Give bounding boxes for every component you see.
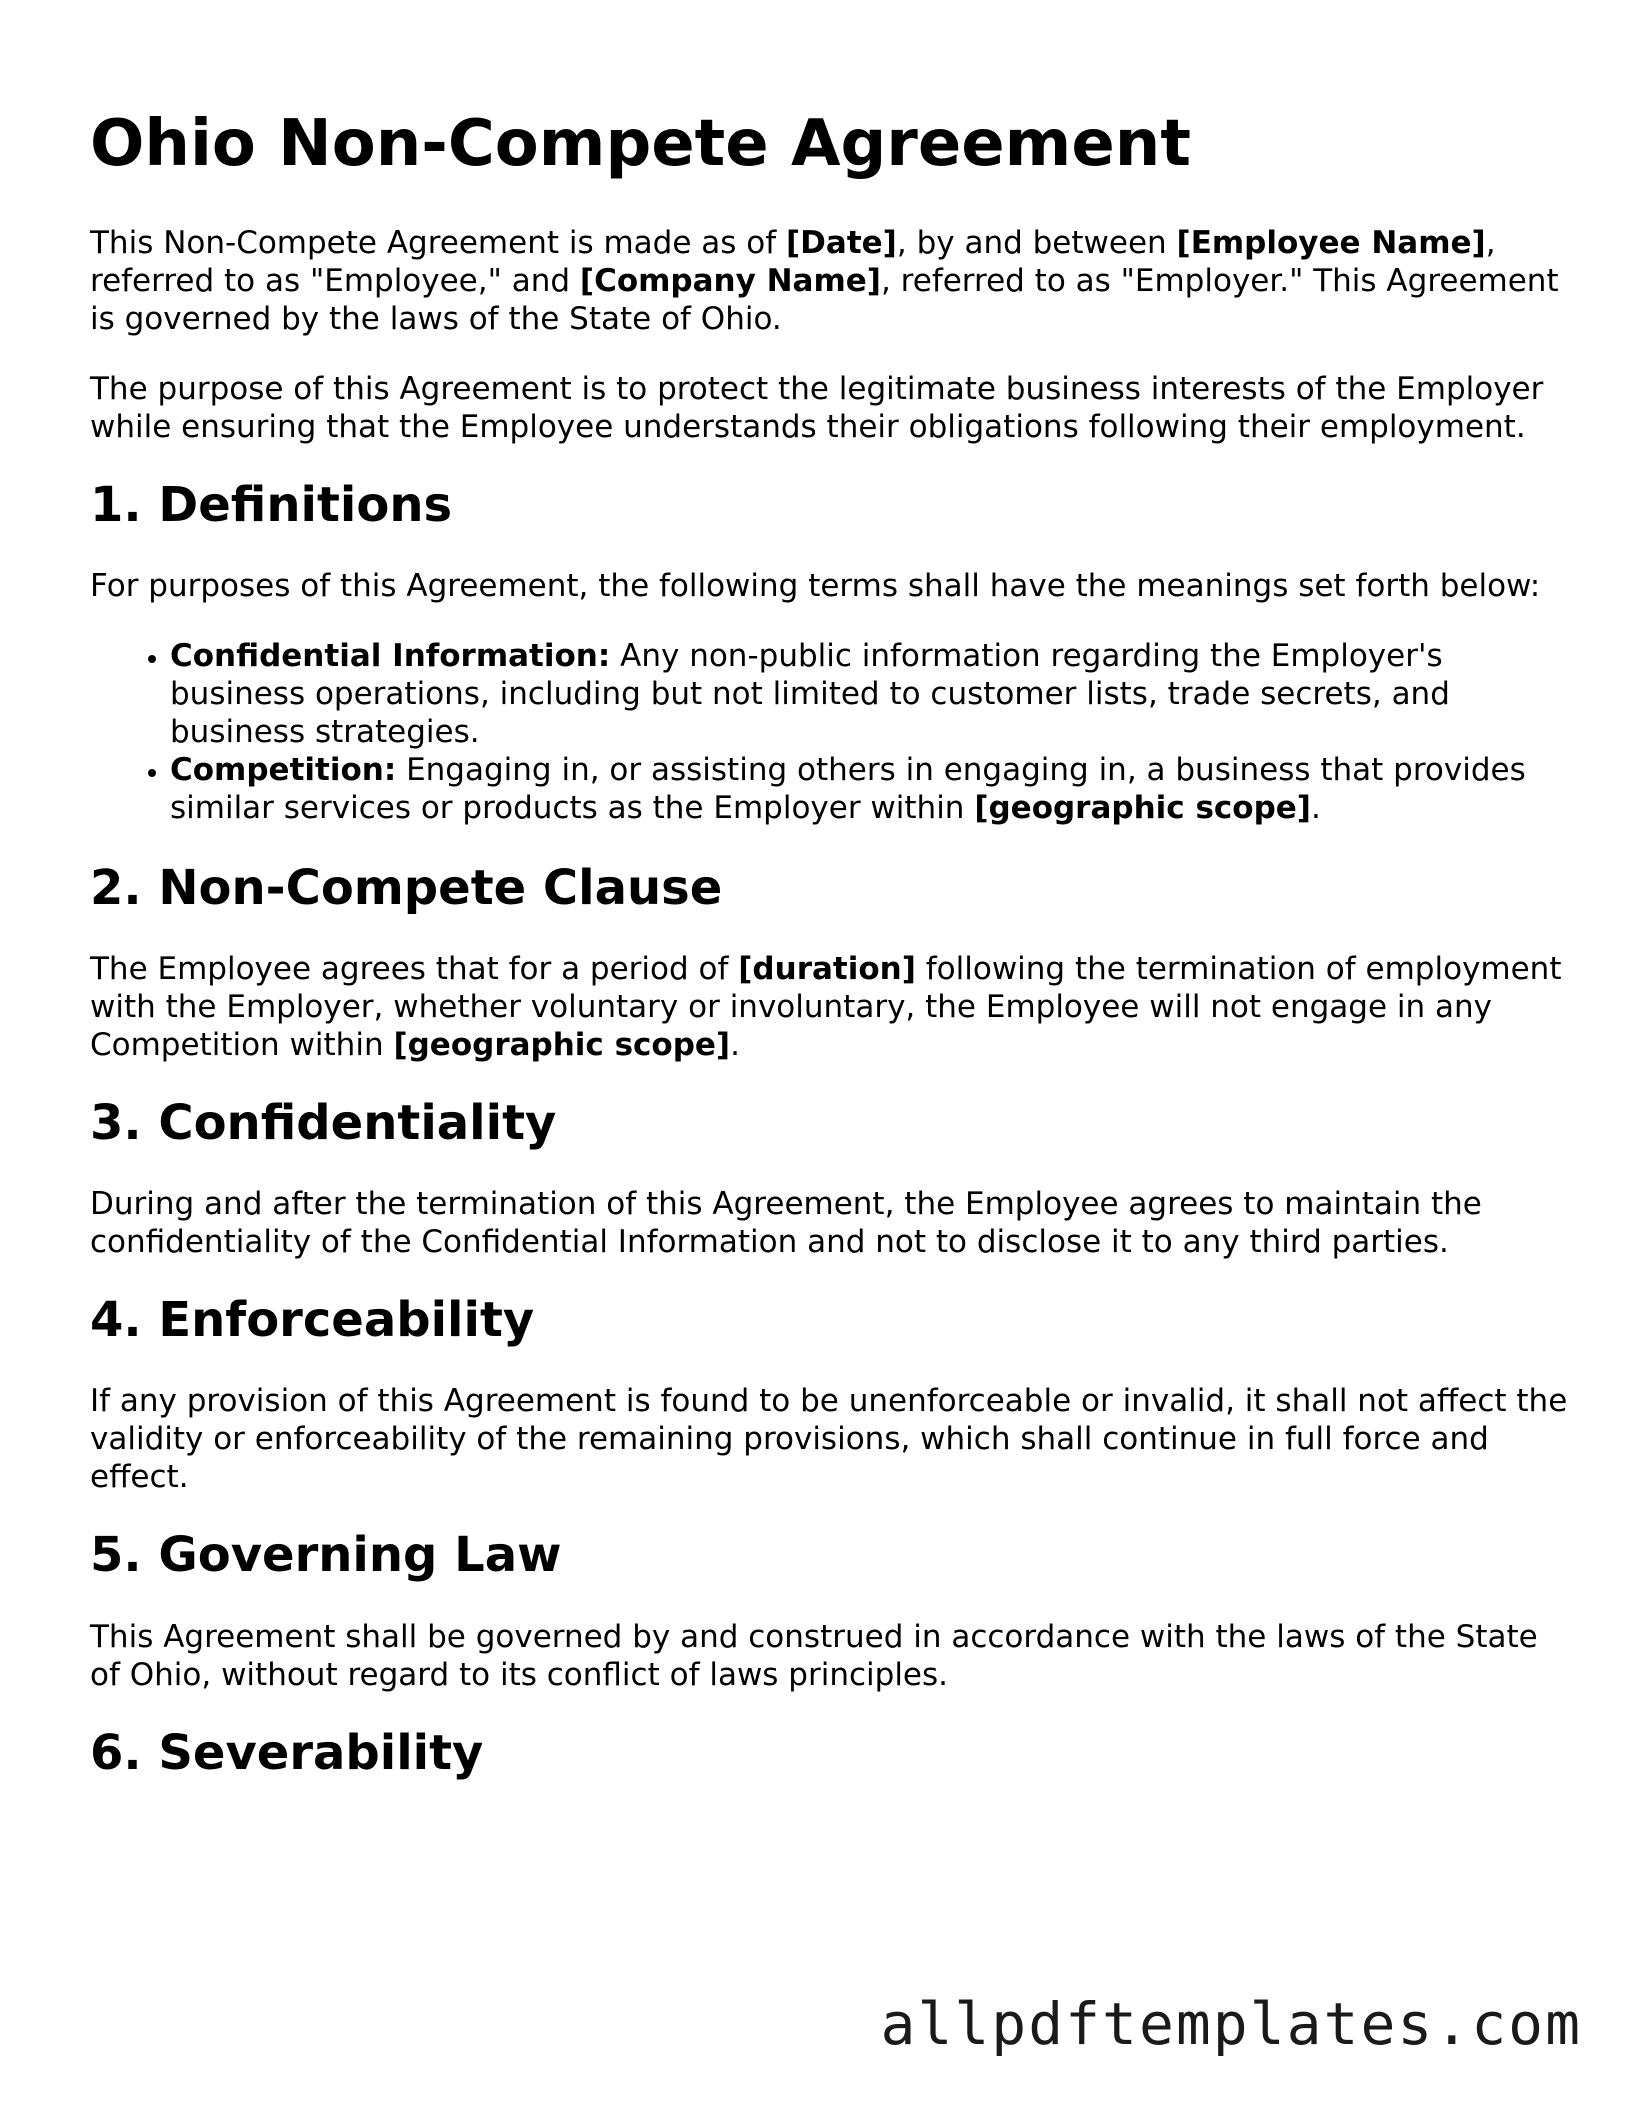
- geographic-scope-placeholder: [geographic scope]: [974, 789, 1311, 826]
- list-item: [170, 637, 1570, 751]
- section-heading-confidentiality: 3. Confidentiality: [90, 1094, 557, 1151]
- company-name-placeholder: [Company Name]: [579, 262, 881, 299]
- intro-text-3: , referred to as "Employee," and: [90, 224, 1496, 299]
- section-heading-severability: 6. Severability: [90, 1724, 484, 1781]
- definition-text: Engaging in, or assisting others in engaging in, a business that provides similar services or products as the Employer within: [170, 751, 1526, 826]
- section-heading-noncompete: 2. Non-Compete Clause: [90, 859, 723, 916]
- date-placeholder: [Date]: [786, 224, 897, 261]
- definition-term: Competition:: [170, 751, 397, 788]
- purpose-paragraph: The purpose of this Agreement is to protect the legitimate business interests of the Employer while ensuring that the Employee understands their obligations following their employment.: [90, 370, 1544, 445]
- definitions-intro: For purposes of this Agreement, the following terms shall have the meanings set forth below:: [90, 567, 1541, 604]
- definition-end: .: [1310, 789, 1321, 826]
- enforceability-paragraph: If any provision of this Agreement is found to be unenforceable or invalid, it shall not affect the validity or enforceability of the remaining provisions, which shall continue in full force and effect.: [90, 1383, 1568, 1496]
- document-title: Ohio Non-Compete Agreement: [90, 107, 1191, 181]
- watermark: allpdftemplates.com: [880, 1990, 1582, 2058]
- definitions-list: [90, 637, 1570, 827]
- section-heading-governing-law: 5. Governing Law: [90, 1527, 562, 1584]
- definition-term: Confidential Information:: [170, 637, 611, 674]
- noncompete-text-1: The Employee agrees that for a period of: [90, 950, 739, 987]
- duration-placeholder: [duration]: [738, 950, 916, 987]
- list-item: [170, 751, 1570, 827]
- section-heading-enforceability: 4. Enforceability: [90, 1292, 535, 1349]
- section-heading-definitions: 1. Definitions: [90, 476, 453, 533]
- governing-law-paragraph: This Agreement shall be governed by and construed in accordance with the laws of the State of Ohio, without regard to its conflict of laws principles.: [90, 1618, 1538, 1693]
- definition-text: Any non-public information regarding the Employer's business operations, including but not limited to customer lists, trade secrets, and business strategies.: [170, 637, 1450, 750]
- noncompete-end: .: [730, 1026, 740, 1063]
- intro-paragraph: [90, 224, 1570, 338]
- intro-text-1: This Non-Compete Agreement is made as of: [90, 224, 787, 261]
- noncompete-text-2: following the termination of employment with the Employer, whether voluntary or involuntary, the Employee will not engage in any Competition within: [90, 950, 1562, 1063]
- confidentiality-paragraph: During and after the termination of this Agreement, the Employee agrees to maintain the confidentiality of the Confidential Information and not to disclose it to any third parties.: [90, 1186, 1482, 1261]
- document-page: [90, 100, 1570, 1815]
- noncompete-paragraph: [90, 950, 1570, 1064]
- geographic-scope-placeholder: [geographic scope]: [393, 1026, 731, 1063]
- intro-text-4: , referred to as "Employer." This Agreement is governed by the laws of the State of Ohio.: [90, 262, 1559, 337]
- intro-text-2: , by and between: [896, 224, 1177, 261]
- employee-name-placeholder: [Employee Name]: [1176, 224, 1486, 261]
